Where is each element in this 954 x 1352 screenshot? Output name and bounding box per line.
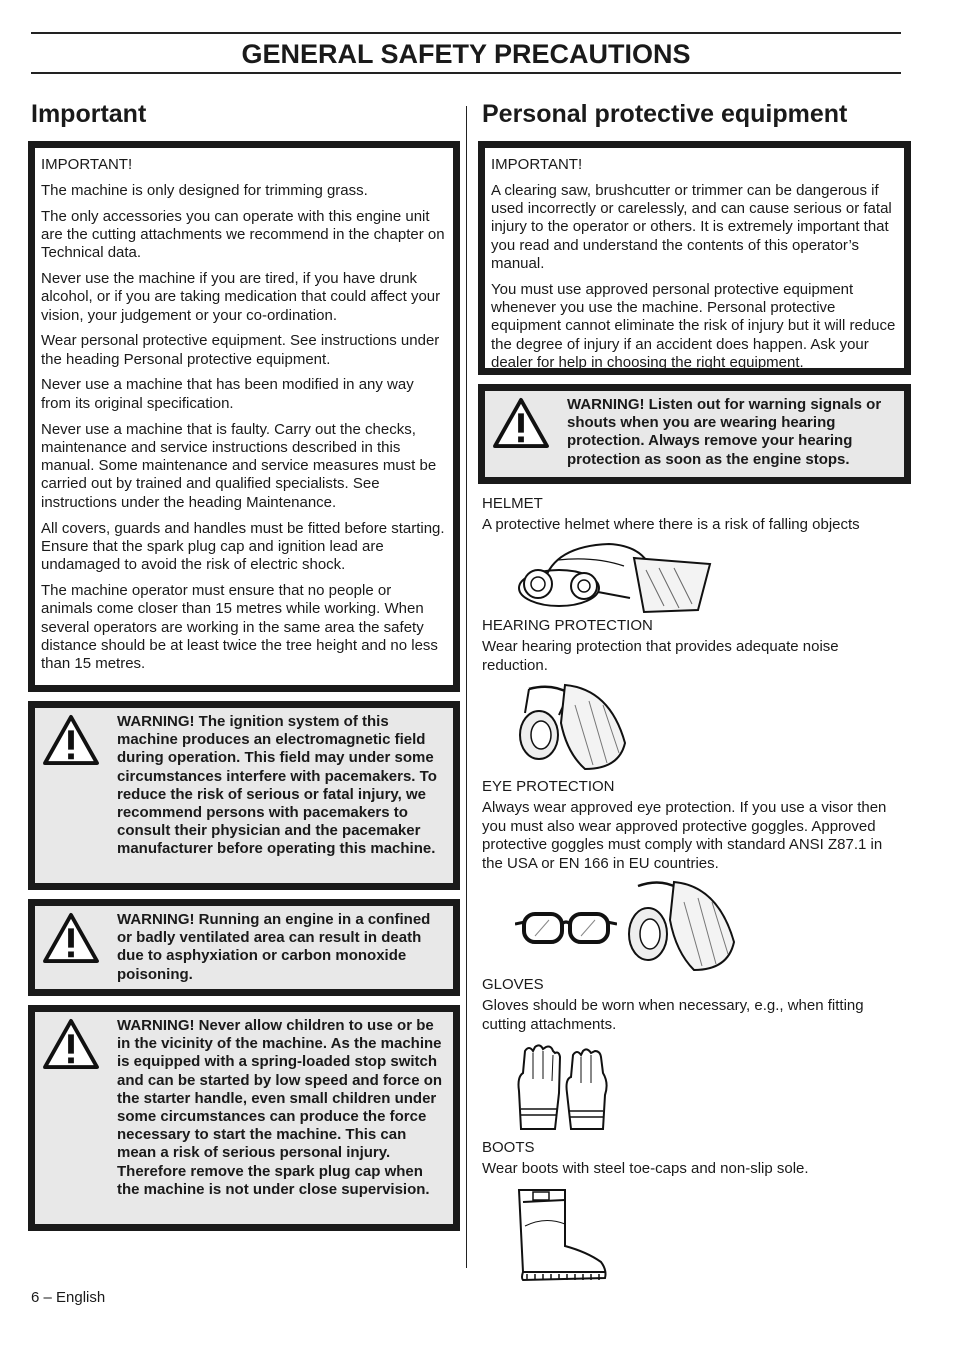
ppe-title-helmet: HELMET: [482, 495, 543, 512]
goggles-icon: [515, 910, 617, 946]
warning-triangle-icon: [492, 397, 550, 449]
ppe-title-boots: BOOTS: [482, 1139, 535, 1156]
important-paragraph: Never use the machine if you are tired, if you have drunk alcohol, or if you are taking medication that could affect your vision, your judgement or your co-ordination.: [41, 269, 441, 324]
ppe-desc-helmet: A protective helmet where there is a risk of falling objects: [482, 516, 860, 533]
warning-triangle-icon: [42, 714, 100, 766]
warning-box-pacemaker: [28, 701, 460, 890]
ppe-title-eye: EYE PROTECTION: [482, 778, 615, 795]
warning-box-hearing: [478, 384, 911, 484]
gloves-icon: [515, 1043, 610, 1135]
visor-icon: [626, 878, 738, 974]
ppe-desc-eye: Always wear approved eye protection. If you use a visor then you must also wear approved protective goggles. Approved protective goggles must comply with standard ANSI Z87.1 in the USA or EN 166 in EU countries.: [482, 799, 887, 872]
warning-text: WARNING! Never allow children to use or be in the vicinity of the machine. As the machine is equipped with a spring-loaded stop switch and can be started by low speed and force on the starter handle, even small children under some circumstances can produce the force necessary to start the machine. This can mean a risk of serious personal injury. Therefore remove the spark plug cap when the machine is not under close supervision.: [117, 1017, 443, 1198]
ppe-title-gloves: GLOVES: [482, 976, 544, 993]
ppe-desc-boots: Wear boots with steel toe-caps and non-slip sole.: [482, 1160, 809, 1177]
section-heading-ppe: Personal protective equipment: [482, 100, 848, 128]
ppe-important-box: [478, 141, 911, 375]
important-label: IMPORTANT!: [491, 156, 583, 173]
warning-triangle-icon: [42, 912, 100, 964]
boots-icon: [515, 1186, 610, 1286]
column-divider: [466, 106, 467, 1268]
warning-text: WARNING! Running an engine in a confined or badly ventilated area can result in death due to asphyxiation or carbon monoxide poisoning.: [117, 911, 431, 983]
important-paragraph: The machine is only designed for trimming grass.: [41, 181, 368, 199]
important-paragraph: Wear personal protective equipment. See instructions under the heading Personal protective equipment.: [41, 332, 440, 368]
page-title: GENERAL SAFETY PRECAUTIONS: [31, 32, 901, 74]
warning-text: WARNING! The ignition system of this machine produces an electromagnetic field during operation. This field may under some circumstances interfere with pacemakers. To reduce the risk of serious or fatal injury, we recommend persons with pacemakers to consult their physician and the pacemaker manufacturer before operating this machine.: [117, 713, 437, 858]
warning-box-children: [28, 1005, 460, 1231]
important-label: IMPORTANT!: [41, 156, 133, 173]
important-paragraph: The machine operator must ensure that no people or animals come closer than 15 metres while working. When several operators are working in the same area the safety distance should be at least twice the tree height and no less than 15 metres.: [41, 581, 438, 673]
important-paragraph: Never use a machine that is faulty. Carry out the checks, maintenance and service instructions described in this manual. Some maintenance and service measures must be carried out by trained and qualified specialists. See instructions under the heading Maintenance.: [41, 420, 437, 511]
important-paragraph: A clearing saw, brushcutter or trimmer can be dangerous if used incorrectly or carelessly, and can cause serious or fatal injury to the operator or others. It is extremely important that you read and understand the contents of this operator’s manual.: [491, 181, 892, 272]
ppe-title-hearing: HEARING PROTECTION: [482, 617, 653, 634]
helmet-icon: [514, 540, 714, 614]
warning-box-ventilation: [28, 899, 460, 996]
warning-text: WARNING! Listen out for warning signals or shouts when you are wearing hearing protection. Always remove your hearing protection as soon as the engine stops.: [567, 396, 882, 468]
hearing-protection-icon: [515, 683, 630, 773]
ppe-desc-gloves: Gloves should be worn when necessary, e.g., when fitting cutting attachments.: [482, 997, 864, 1033]
important-paragraph: Never use a machine that has been modified in any way from its original specification.: [41, 376, 414, 412]
ppe-desc-hearing: Wear hearing protection that provides adequate noise reduction.: [482, 638, 839, 674]
important-box: [28, 141, 460, 692]
section-heading-important: Important: [31, 100, 147, 128]
warning-triangle-icon: [42, 1018, 100, 1070]
page-footer: 6 – English: [31, 1289, 106, 1306]
important-paragraph: All covers, guards and handles must be fitted before starting. Ensure that the spark plug cap and ignition lead are undamaged to avoid the risk of electric shock.: [41, 519, 445, 574]
important-paragraph: The only accessories you can operate with this engine unit are the cutting attachments we recommend in the chapter on Technical data.: [41, 207, 445, 262]
important-paragraph: You must use approved personal protective equipment whenever you use the machine. Personal protective equipment cannot eliminate the risk of injury but it will reduce the degree of injury if an accident does happen. Ask your dealer for help in choosing the right equipment.: [491, 280, 896, 371]
